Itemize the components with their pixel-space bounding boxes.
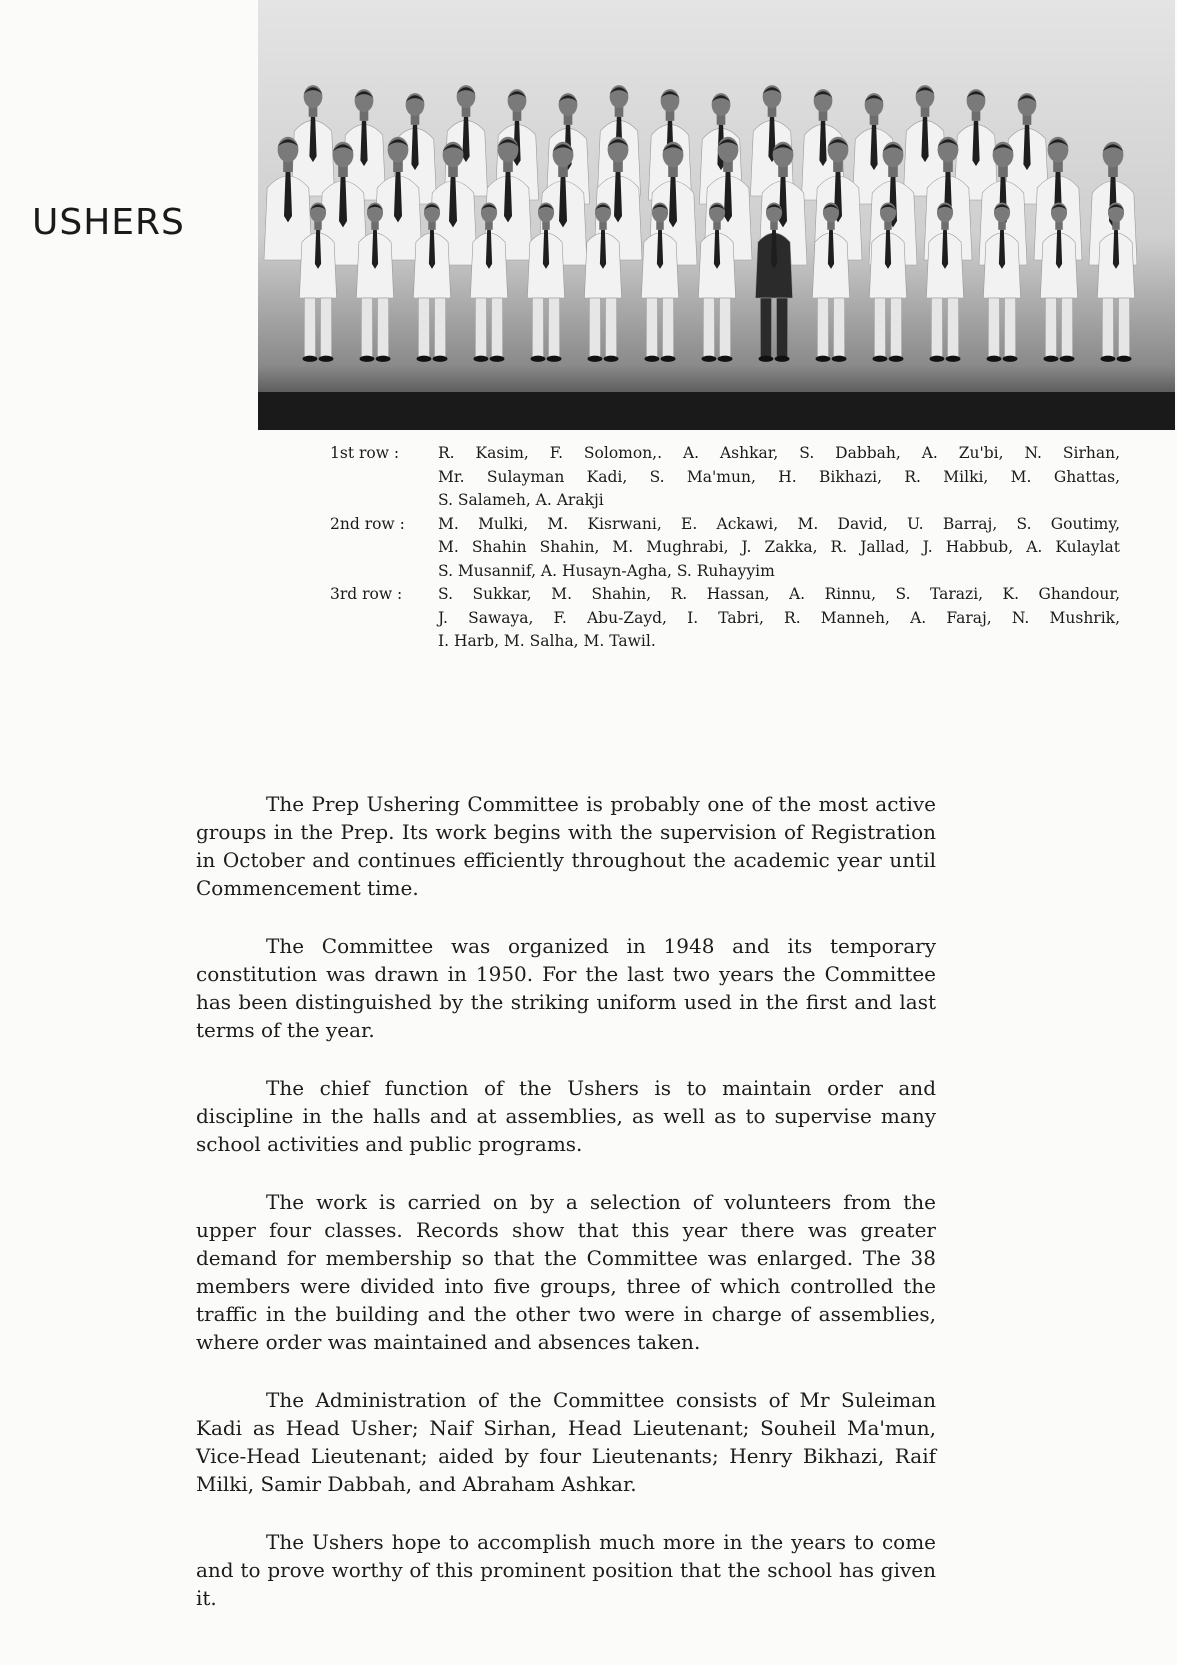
paragraph: The Committee was organized in 1948 and its temporary constitution was drawn in 1950. For the last two years the Committee has been distinguished by the striking uniform used in the first and last terms of the year. (196, 934, 936, 1042)
caption-line: Mr. Sulayman Kadi, S. Ma'mun, H. Bikhazi, R. Milki, M. Ghattas, (438, 467, 1120, 486)
caption-line: M. Shahin Shahin, M. Mughrabi, J. Zakka, R. Jallad, J. Habbub, A. Kulaylat (438, 538, 1120, 556)
caption-row-1 (330, 442, 1120, 513)
row-label: 1st row : (330, 444, 400, 462)
caption-line: R. Kasim, F. Solomon,. A. Ashkar, S. Dabbah, A. Zu'bi, N. Sirhan, (438, 444, 1120, 462)
caption-row-3 (330, 583, 1120, 654)
caption-line: S. Sukkar, M. Shahin, R. Hassan, A. Rinnu, S. Tarazi, K. Ghandour, (438, 585, 1120, 603)
paragraph: The chief function of the Ushers is to maintain order and discipline in the halls and at assemblies, as well as to supervise many school activities and public programs. (196, 1076, 936, 1156)
paragraph: The Ushers hope to accomplish much more in the years to come and to prove worthy of this prominent position that the school has given it. (196, 1530, 936, 1610)
row-names (438, 583, 1120, 654)
photo-caption (330, 442, 1120, 654)
row-label: 3rd row : (330, 585, 403, 603)
article-body (196, 790, 936, 1642)
caption-line: S. Salameh, A. Arakji (438, 491, 604, 509)
caption-line: J. Sawaya, F. Abu-Zayd, I. Tabri, R. Manneh, A. Faraj, N. Mushrik, (438, 608, 1120, 627)
caption-line: S. Musannif, A. Husayn-Agha, S. Ruhayyim (438, 561, 775, 580)
group-photo (258, 0, 1175, 430)
paragraph: The Prep Ushering Committee is probably one of the most active groups in the Prep. Its work begins with the supervision of Registration in October and continues efficiently throughout the academic year until Commencement time. (196, 792, 936, 900)
caption-row-2 (330, 513, 1120, 584)
paragraph: The Administration of the Committee consists of Mr Suleiman Kadi as Head Usher; Naif Sirhan, Head Lieutenant; Souheil Ma'mun, Vice-Head Lieutenant; aided by four Lieutenants; Henry Bikhazi, Raif Milki, Samir Dabbah, and Abraham Ashkar. (196, 1388, 936, 1496)
caption-line: M. Mulki, M. Kisrwani, E. Ackawi, M. David, U. Barraj, S. Goutimy, (438, 514, 1120, 533)
row-names (438, 513, 1120, 584)
row-names (438, 442, 1120, 513)
row-label: 2nd row : (330, 514, 405, 533)
caption-line: I. Harb, M. Salha, M. Tawil. (438, 632, 656, 650)
page-title: USHERS (32, 202, 185, 244)
paragraph: The work is carried on by a selection of volunteers from the upper four classes. Records show that this year there was greater demand for membership so that the Committee was enlarged. The 38 members were divided into five groups, three of which controlled the traffic in the building and the other two were in charge of assemblies, where order was maintained and absences taken. (196, 1190, 936, 1354)
